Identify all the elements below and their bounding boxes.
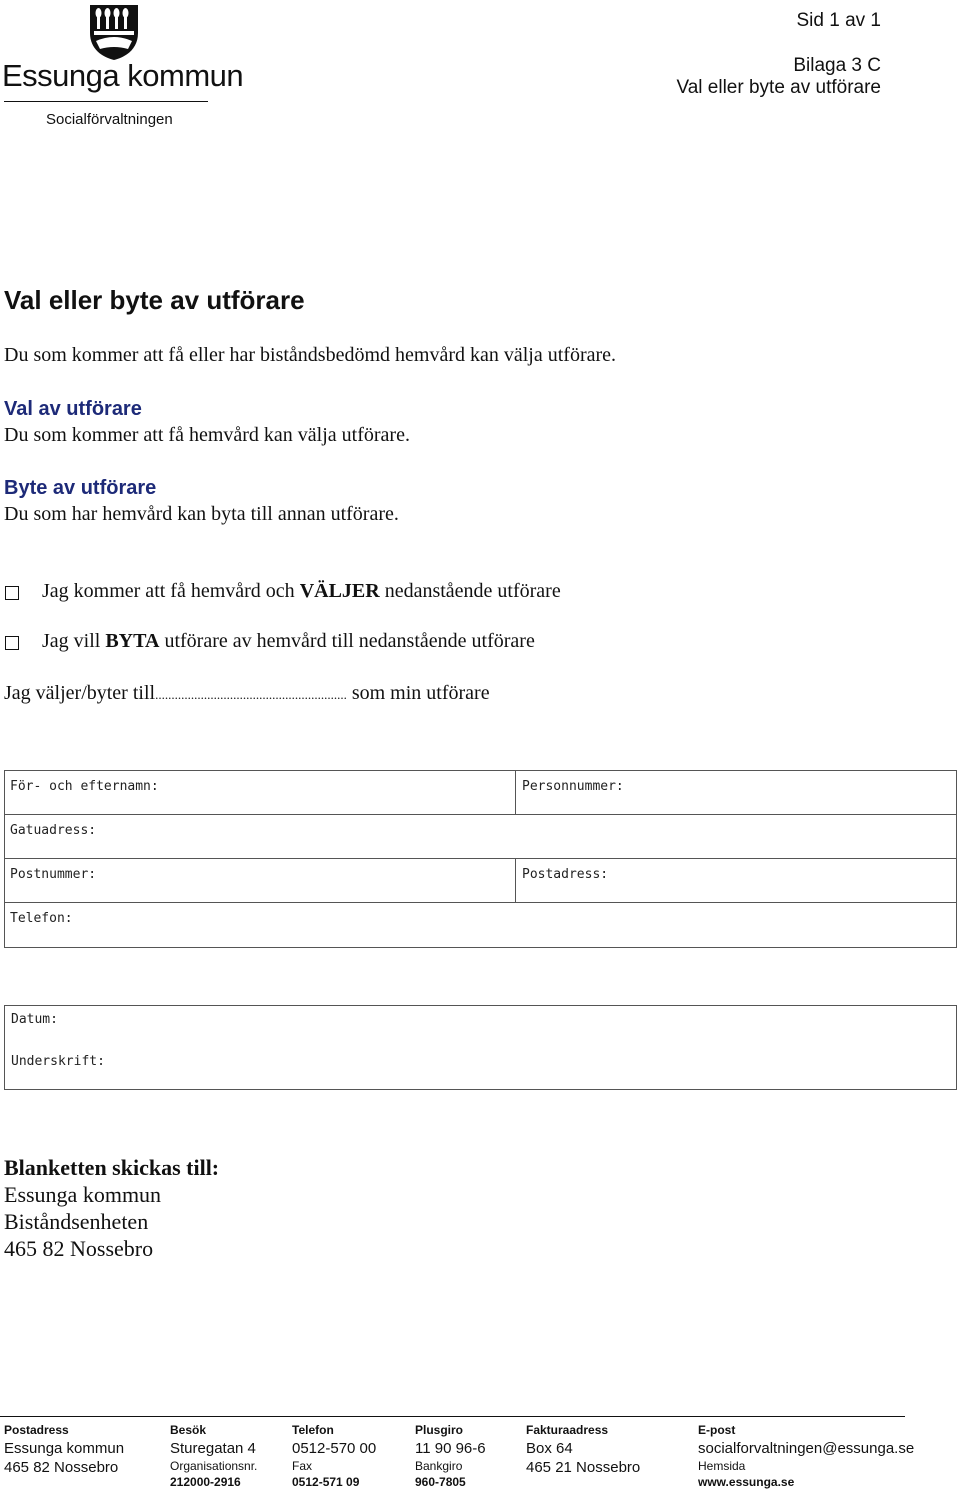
footer-postal-line1: Essunga kommun	[4, 1440, 125, 1457]
option-change-label	[42, 630, 535, 653]
send-to-line-3: 465 82 Nossebro	[4, 1236, 154, 1261]
street-address-label: Gatuadress:	[10, 823, 97, 838]
send-to-line-2: Biståndsenheten	[4, 1209, 149, 1234]
phone-field[interactable]	[5, 903, 957, 947]
footer-visit	[170, 1422, 257, 1490]
footer-invoice-head: Fakturaadress	[526, 1423, 609, 1437]
date-field[interactable]	[5, 1006, 957, 1048]
option-change-text-post: utförare av hemvård till nedanstående utförare	[159, 630, 535, 652]
footer-fax-number: 0512-571 09	[292, 1475, 360, 1489]
footer-visit-head: Besök	[170, 1423, 207, 1437]
footer-fax-label: Fax	[292, 1459, 313, 1473]
footer-email-head: E-post	[698, 1423, 736, 1437]
footer-org-number: 212000-2916	[170, 1475, 241, 1489]
option-choose-text-post: nedanstående utförare	[379, 580, 561, 602]
logo-name: Essunga kommun	[2, 58, 244, 93]
option-choose-label	[42, 580, 561, 603]
footer-plusgiro-number: 11 90 96-6	[415, 1440, 486, 1457]
footer-invoice-line2: 465 21 Nossebro	[526, 1459, 641, 1476]
footer-org-label: Organisationsnr.	[170, 1459, 258, 1473]
send-to-heading: Blanketten skickas till:	[4, 1155, 220, 1180]
footer-bankgiro-number: 960-7805	[415, 1475, 466, 1489]
option-change-text-bold: BYTA	[105, 630, 160, 652]
change-text: Du som har hemvård kan byta till annan utförare.	[4, 503, 399, 525]
street-address-field[interactable]	[5, 815, 957, 859]
personal-number-label: Personnummer:	[522, 779, 624, 794]
date-label: Datum:	[11, 1012, 58, 1027]
footer-website-label: Hemsida	[698, 1459, 746, 1473]
footer-phone	[292, 1422, 376, 1490]
intro-text: Du som kommer att få eller har biståndsbedömd hemvård kan välja utförare.	[4, 344, 617, 366]
applicant-form	[4, 770, 957, 948]
choose-provider-checkbox[interactable]	[5, 586, 19, 600]
footer-postal-line2: 465 82 Nossebro	[4, 1459, 119, 1476]
footer-invoice-line1: Box 64	[526, 1440, 573, 1457]
coat-of-arms-icon	[88, 3, 140, 61]
footer-phone-head: Telefon	[292, 1423, 334, 1437]
phone-label: Telefon:	[10, 911, 73, 926]
signature-label: Underskrift:	[11, 1054, 105, 1069]
provider-fill-in-field[interactable]: ...........................................................	[155, 687, 347, 702]
option-choose-text-bold: VÄLJER	[299, 580, 380, 602]
footer-email	[698, 1422, 914, 1490]
signature-form	[4, 1005, 957, 1090]
footer-invoice	[526, 1422, 640, 1477]
option-choose-text-pre: Jag kommer att få hemvård och	[42, 580, 300, 602]
document-subtitle: Val eller byte av utförare	[676, 77, 881, 98]
postal-address-field[interactable]	[516, 859, 957, 903]
footer-bankgiro-label: Bankgiro	[415, 1459, 463, 1473]
logo-divider	[4, 101, 208, 102]
choice-line-start: Jag väljer/byter till	[4, 682, 156, 704]
footer-email-address[interactable]: socialforvaltningen@essunga.se	[698, 1440, 915, 1457]
name-label: För- och efternamn:	[10, 779, 159, 794]
postcode-label: Postnummer:	[10, 867, 97, 882]
choose-text: Du som kommer att få hemvård kan välja utförare.	[4, 424, 410, 446]
choice-line-end: som min utförare	[351, 682, 490, 704]
appendix-label: Bilaga 3 C	[793, 55, 881, 76]
footer-divider	[0, 1416, 905, 1417]
choose-heading: Val av utförare	[4, 398, 142, 420]
provider-choice-line	[4, 682, 490, 705]
postal-address-label: Postadress:	[522, 867, 609, 882]
signature-field[interactable]	[5, 1048, 957, 1090]
footer-website-link[interactable]: www.essunga.se	[698, 1475, 795, 1489]
footer-giro	[415, 1422, 486, 1490]
option-change-text-pre: Jag vill	[42, 630, 106, 652]
footer-plusgiro-head: Plusgiro	[415, 1423, 464, 1437]
personal-number-field[interactable]	[516, 771, 957, 815]
change-heading: Byte av utförare	[4, 477, 157, 499]
footer-visit-line1: Sturegatan 4	[170, 1440, 256, 1457]
postcode-field[interactable]	[5, 859, 516, 903]
page-title: Val eller byte av utförare	[4, 285, 305, 315]
name-field[interactable]	[5, 771, 516, 815]
change-provider-checkbox[interactable]	[5, 636, 19, 650]
footer-phone-number: 0512-570 00	[292, 1440, 377, 1457]
page-indicator: Sid 1 av 1	[796, 10, 881, 31]
footer-postal-head: Postadress	[4, 1423, 69, 1437]
send-to-line-1: Essunga kommun	[4, 1182, 162, 1207]
municipality-logo	[0, 0, 244, 135]
footer-postal	[4, 1422, 124, 1477]
logo-department: Socialförvaltningen	[46, 111, 173, 128]
